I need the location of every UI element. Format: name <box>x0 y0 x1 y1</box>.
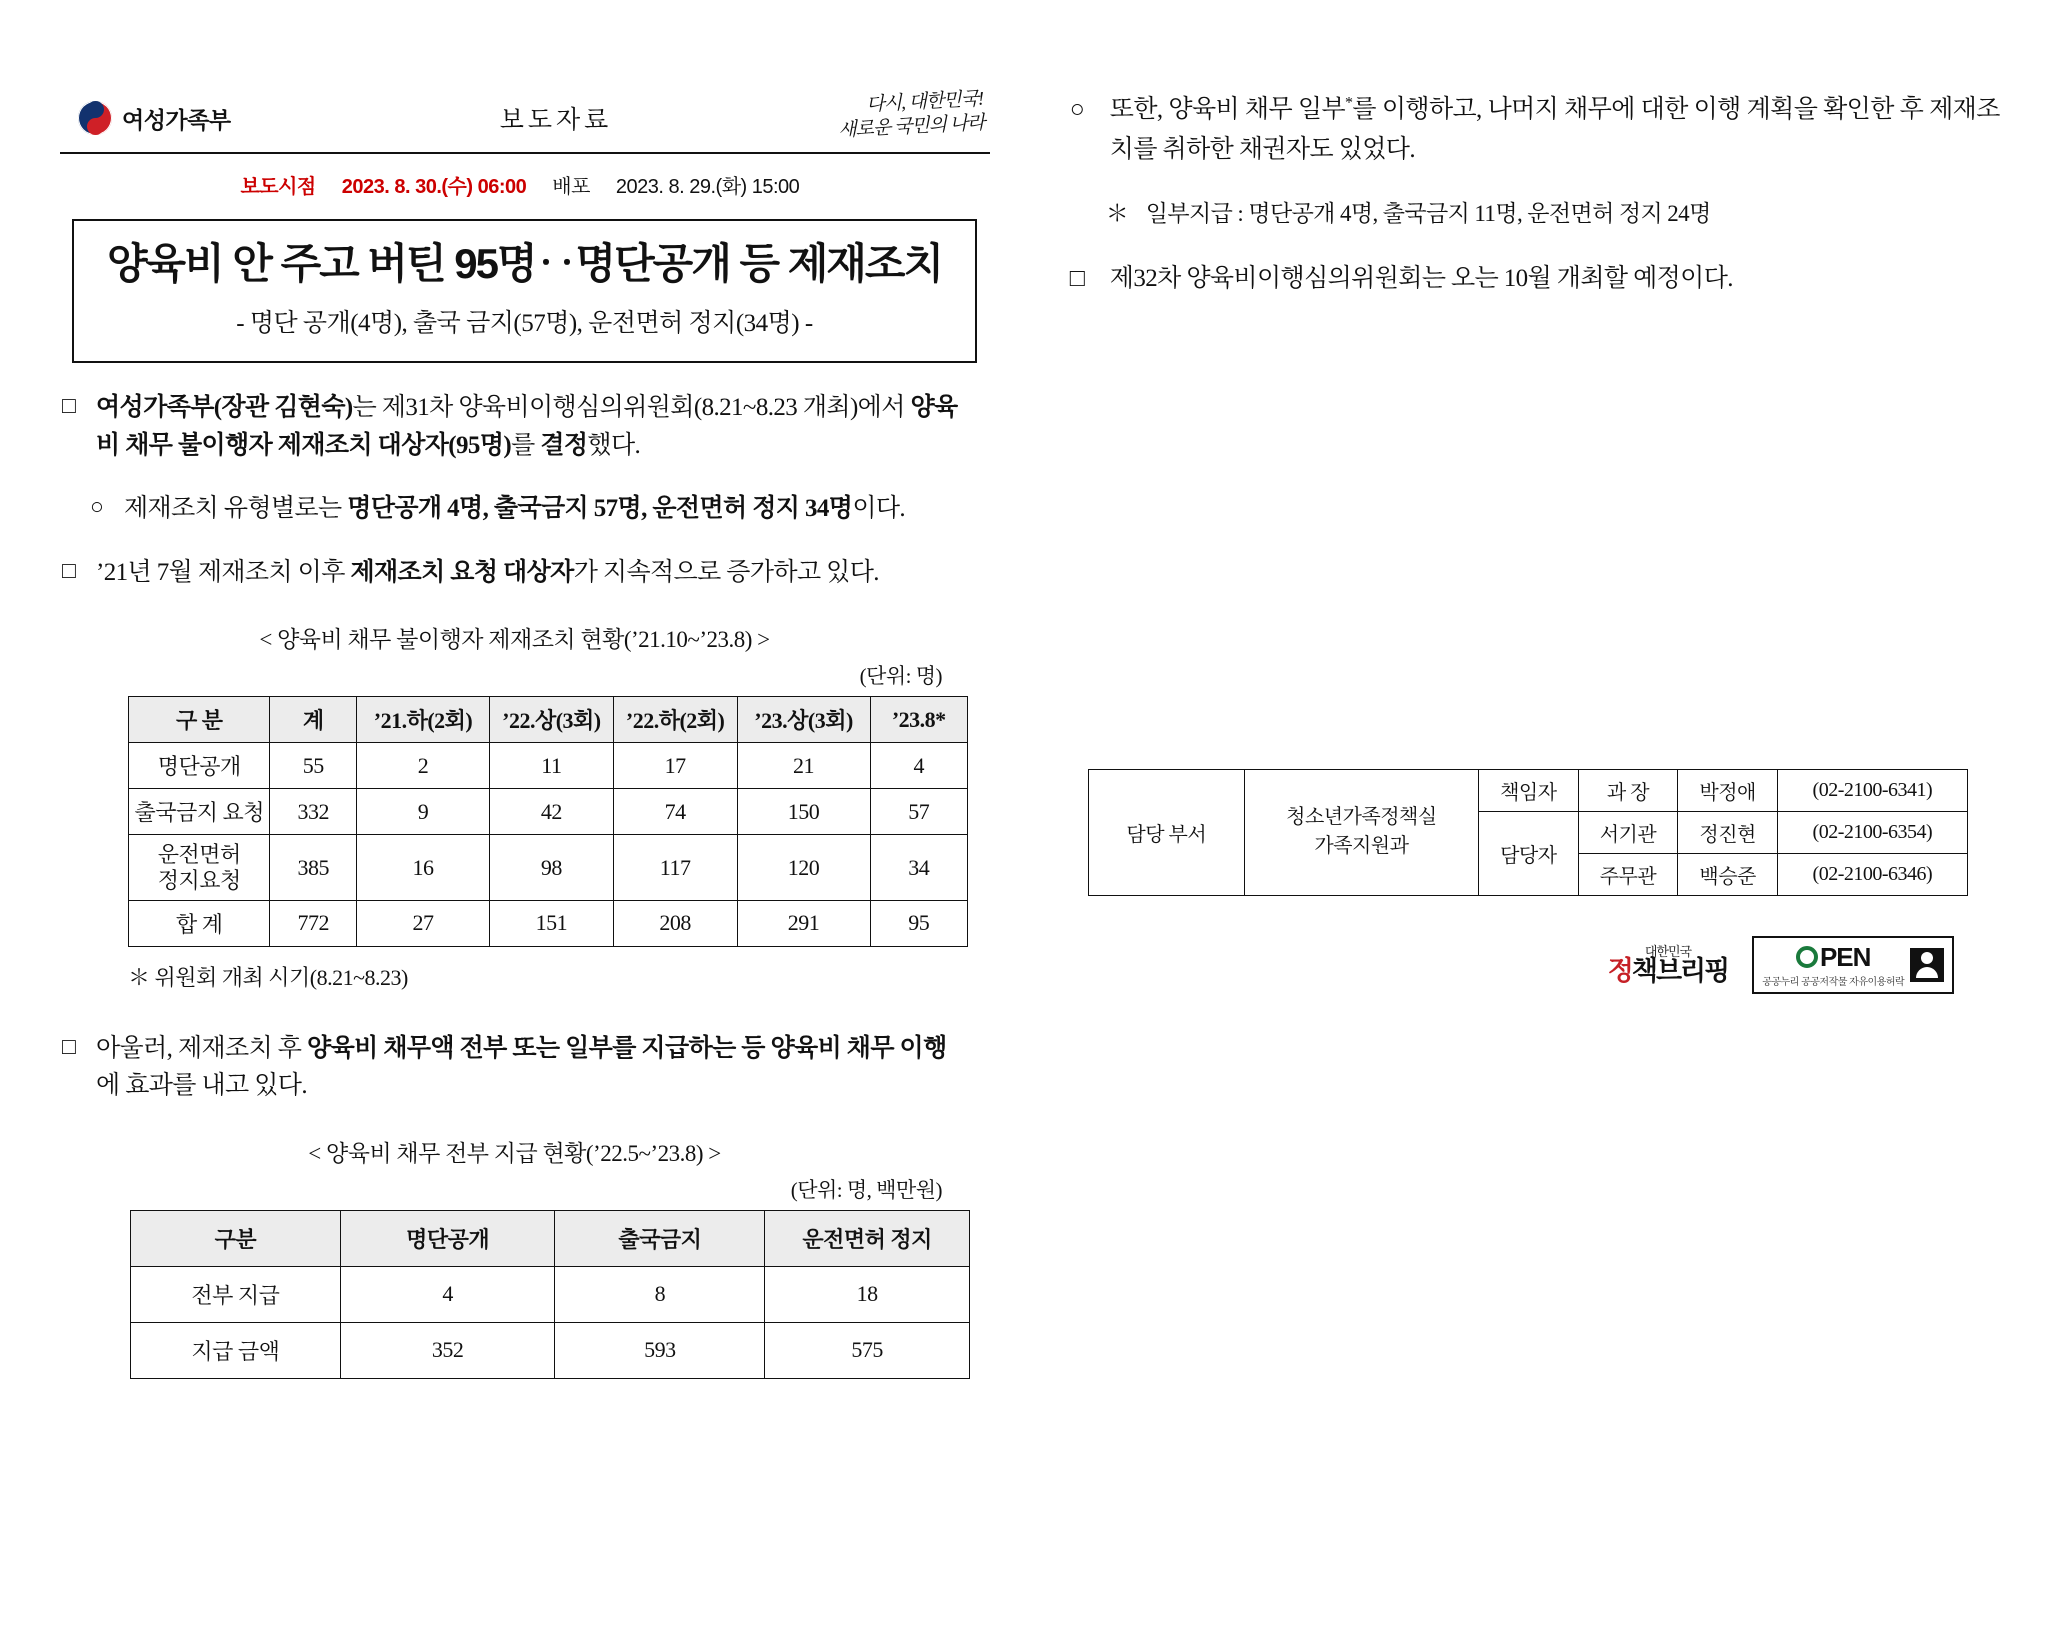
headline-title: 양육비 안 주고 버틴 95명‥명단공개 등 제재조치 <box>106 240 943 287</box>
th-category: 구분 <box>131 1210 341 1266</box>
table2-unit: (단위: 명, 백만원) <box>790 1177 942 1202</box>
cell: 120 <box>737 835 870 901</box>
p4-seg1: 아울러, 제재조치 후 <box>96 1034 308 1062</box>
p2-seg3: 이다. <box>852 495 906 523</box>
table-header-row <box>129 697 968 743</box>
table-row <box>131 1322 970 1378</box>
th-license-suspension: 운전면허 정지 <box>765 1210 970 1266</box>
paragraph-4-text <box>96 1030 967 1105</box>
th-total: 계 <box>270 697 356 743</box>
contact-name: 박정애 <box>1678 769 1778 811</box>
cell: 34 <box>870 835 967 901</box>
cell: 4 <box>870 743 967 789</box>
table-row <box>129 789 968 835</box>
row-label: 출국금지 요청 <box>129 789 270 835</box>
th-2022h1: ’22.상(3회) <box>490 697 614 743</box>
cell: 2 <box>356 743 489 789</box>
cell: 11 <box>490 743 614 789</box>
person-icon <box>1910 948 1944 982</box>
open-logo-subtext: 공공누리 공공저작물 자유이용허락 <box>1762 976 1905 988</box>
contact-dept-label: 담당 부서 <box>1088 769 1244 895</box>
p3-seg2: 제재조치 요청 대상자 <box>350 558 574 586</box>
contact-name: 정진현 <box>1678 811 1778 853</box>
cell: 117 <box>613 835 737 901</box>
cell: 8 <box>555 1266 765 1322</box>
table-row <box>129 743 968 789</box>
kogl-open-logo[interactable] <box>1752 936 1954 994</box>
p1-seg2: 는 제31차 양육비이행심의위원회(8.21~8.23 개최)에서 <box>352 394 911 422</box>
bullet-square: □ <box>62 1033 76 1059</box>
cell: 4 <box>340 1266 555 1322</box>
right-footnote <box>1106 196 1986 233</box>
right-column <box>1010 90 2008 1598</box>
cell: 98 <box>490 835 614 901</box>
dateline <box>50 170 1010 199</box>
row-label: 지급 금액 <box>131 1322 341 1378</box>
row-label: 전부 지급 <box>131 1266 341 1322</box>
document-type-label: 보도자료 <box>499 106 613 134</box>
bullet-square: □ <box>62 393 76 419</box>
row-label: 명단공개 <box>129 743 270 789</box>
cell: 291 <box>737 900 870 946</box>
paragraph-4 <box>62 1030 967 1105</box>
paragraph-1 <box>62 389 967 464</box>
th-disclosure: 명단공개 <box>340 1210 555 1266</box>
cell: 332 <box>270 789 356 835</box>
open-circle-icon <box>1796 946 1818 968</box>
table2-caption: < 양육비 채무 전부 지급 현황(’22.5~’23.8) > <box>308 1140 721 1166</box>
release-time: 2023. 8. 30.(수) 06:00 <box>341 176 527 198</box>
p1-seg3: 양육비 채무 불이행자 제재조치 대상자(95명) <box>96 394 958 459</box>
bullet-asterisk: ＊ <box>1105 201 1129 226</box>
bullet-square: □ <box>1069 264 1085 292</box>
table-row <box>131 1266 970 1322</box>
cell: 575 <box>765 1322 970 1378</box>
p2-seg1: 제재조치 유형별로는 <box>124 495 348 523</box>
th-category: 구 분 <box>129 697 270 743</box>
contact-title: 과 장 <box>1578 769 1678 811</box>
paragraph-2 <box>90 490 960 528</box>
policy-briefing-logo-top: 대한민국 <box>1644 943 1692 959</box>
bullet-circle: ○ <box>1069 96 1085 123</box>
cell: 42 <box>490 789 614 835</box>
rp1-seg2: 를 이행하고, 나머지 채무에 대한 이행 계획을 확인한 후 제재조치를 취하한 채권자도 있었다. <box>1109 96 2000 163</box>
cell: 208 <box>613 900 737 946</box>
contact-phone[interactable]: (02-2100-6346) <box>1777 853 1967 895</box>
table-row-total <box>129 900 968 946</box>
cell: 27 <box>356 900 489 946</box>
contact-role-manager: 책임자 <box>1478 769 1578 811</box>
th-2023h1: ’23.상(3회) <box>737 697 870 743</box>
cell: 151 <box>490 900 614 946</box>
paragraph-3 <box>62 554 967 592</box>
row-label: 운전면허 정지요청 <box>129 835 270 901</box>
contact-dept-name <box>1244 769 1478 895</box>
release-label: 보도시점 <box>240 176 316 198</box>
contact-dept-line-2: 가족지원과 <box>1314 835 1409 858</box>
slogan-line-1: 다시, 대한민국! <box>865 88 984 116</box>
table-header-row <box>131 1210 970 1266</box>
table1-unit: (단위: 명) <box>859 664 942 689</box>
p1-seg1: 여성가족부(장관 김현숙) <box>96 394 353 422</box>
left-column <box>40 90 1010 1598</box>
ministry-logo <box>78 101 378 135</box>
row-label: 합 계 <box>129 900 270 946</box>
contact-role-staff: 담당자 <box>1478 811 1578 895</box>
full-payment-table <box>130 1210 970 1379</box>
th-2022h2: ’22.하(2회) <box>613 697 737 743</box>
contact-section <box>1088 769 2008 994</box>
paragraph-2-text <box>124 490 960 528</box>
contact-title: 서기관 <box>1578 811 1678 853</box>
p3-seg1: ’21년 7월 제재조치 이후 <box>96 558 351 586</box>
contact-name: 백승준 <box>1678 853 1778 895</box>
bullet-circle: ○ <box>90 494 104 520</box>
cell: 352 <box>340 1322 555 1378</box>
cell: 150 <box>737 789 870 835</box>
th-exit-ban: 출국금지 <box>555 1210 765 1266</box>
paragraph-3-text <box>96 554 967 592</box>
right-paragraph-1 <box>1070 90 2000 170</box>
distribute-label: 배포 <box>552 176 590 198</box>
cell: 95 <box>870 900 967 946</box>
p1-seg5: 결정 <box>540 431 588 459</box>
open-logo-text-col <box>1762 942 1904 988</box>
contact-dept-line-1: 청소년가족정책실 <box>1286 806 1437 829</box>
right-footnote-text: 일부지급 : 명단공개 4명, 출국금지 11명, 운전면허 정지 24명 <box>1145 201 1711 226</box>
p4-seg3: 에 효과를 내고 있다. <box>96 1072 308 1100</box>
bullet-square: □ <box>62 557 76 583</box>
p2-seg2: 명단공개 4명, 출국금지 57명, 운전면허 정지 34명 <box>347 495 853 523</box>
distribute-time: 2023. 8. 29.(화) 15:00 <box>615 176 800 198</box>
masthead <box>60 90 990 154</box>
cell: 74 <box>613 789 737 835</box>
headline-subtitle: - 명단 공개(4명), 출국 금지(57명), 운전면허 정지(34명) - <box>236 310 813 338</box>
cell: 593 <box>555 1322 765 1378</box>
contact-title: 주무관 <box>1578 853 1678 895</box>
paragraph-1-text <box>96 389 967 464</box>
p1-seg6: 했다. <box>587 431 641 459</box>
contact-table <box>1088 769 1968 896</box>
taegeuk-icon <box>78 101 112 135</box>
cell: 57 <box>870 789 967 835</box>
cell: 772 <box>270 900 356 946</box>
contact-phone[interactable]: (02-2100-6354) <box>1777 811 1967 853</box>
footer-logos <box>1608 936 2008 994</box>
slogan-line-2: 새로운 국민의 나라 <box>837 112 985 142</box>
right-paragraph-2 <box>1070 259 2000 299</box>
cell: 9 <box>356 789 489 835</box>
rp1-seg1: 또한, 양육비 채무 일부 <box>1109 96 1346 123</box>
rp1-footnote-marker: * <box>1345 94 1353 112</box>
sanctions-status-table <box>128 696 968 947</box>
table1-footnote: ＊ 위원회 개최 시기(8.21~8.23) <box>128 964 408 990</box>
policy-briefing-logo[interactable] <box>1608 945 1728 985</box>
government-slogan <box>733 88 985 149</box>
cell: 21 <box>737 743 870 789</box>
contact-phone[interactable]: (02-2100-6341) <box>1777 769 1967 811</box>
policy-briefing-logo-accent: 정 <box>1607 955 1632 986</box>
cell: 55 <box>270 743 356 789</box>
cell: 385 <box>270 835 356 901</box>
cell: 17 <box>613 743 737 789</box>
table-row <box>129 835 968 901</box>
cell: 16 <box>356 835 489 901</box>
th-2021h: ’21.하(2회) <box>356 697 489 743</box>
open-logo-letters: PEN <box>1819 941 1871 972</box>
headline-box <box>72 219 977 363</box>
open-logo-word <box>1796 942 1870 973</box>
right-paragraph-2-text: 제32차 양육비이행심의위원회는 오는 10월 개최할 예정이다. <box>1109 264 1733 292</box>
p3-seg3: 가 지속적으로 증가하고 있다. <box>573 558 879 586</box>
table1-caption: < 양육비 채무 불이행자 제재조치 현황(’21.10~’23.8) > <box>259 627 770 653</box>
p1-seg4: 를 <box>511 431 541 459</box>
right-paragraph-1-text <box>1110 90 2000 170</box>
cell: 18 <box>765 1266 970 1322</box>
p4-seg2: 양육비 채무액 전부 또는 일부를 지급하는 등 양육비 채무 이행 <box>307 1034 947 1062</box>
policy-briefing-logo-bottom <box>1607 955 1729 986</box>
table-row <box>1088 769 1967 811</box>
ministry-name: 여성가족부 <box>122 106 231 133</box>
policy-briefing-logo-rest: 책브리핑 <box>1631 955 1729 986</box>
th-2023aug: ’23.8* <box>870 697 967 743</box>
